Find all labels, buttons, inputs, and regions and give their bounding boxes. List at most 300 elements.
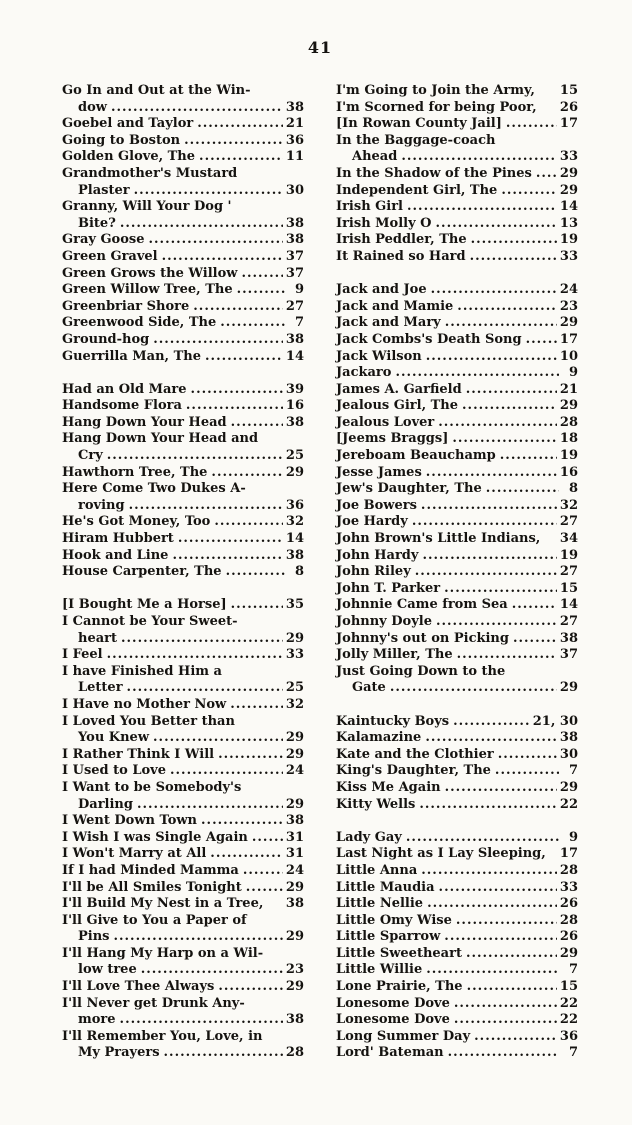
entry-title: Going to Boston (62, 132, 181, 148)
dot-leader (421, 863, 557, 880)
index-entry (62, 747, 304, 764)
index-entry (62, 763, 304, 780)
entry-title: Green Gravel (62, 248, 158, 264)
entry-title-line: I'll Never get Drunk Any- (62, 995, 245, 1011)
entry-title: more (78, 1012, 116, 1028)
entry-line (336, 315, 578, 332)
entry-page-number: 16 (285, 398, 304, 414)
entry-page-number: 27 (559, 514, 578, 530)
index-entry (336, 946, 578, 963)
entry-title-line: I Cannot be Your Sweet- (62, 614, 238, 629)
entry-title-line: Here Come Two Dukes A- (62, 481, 246, 497)
entry-page-number: 38 (285, 414, 304, 430)
entry-page-number: 29 (559, 680, 578, 696)
entry-line (336, 730, 578, 747)
entry-line (336, 1012, 578, 1029)
index-entry (336, 382, 578, 399)
entry-title: House Carpenter, The (62, 564, 222, 580)
dot-leader (107, 647, 283, 664)
index-entry (62, 979, 304, 996)
entry-page-number: 33 (559, 149, 578, 165)
index-entry (336, 548, 578, 565)
entry-line (336, 199, 578, 216)
entry-page-number: 28 (559, 912, 578, 928)
entry-title: Little Nellie (336, 896, 424, 912)
dot-leader (412, 514, 557, 531)
dot-leader (243, 863, 283, 880)
entry-page-number: 10 (559, 348, 578, 364)
dot-leader (457, 299, 557, 316)
entry-title: John Riley (336, 564, 411, 580)
entry-line (62, 846, 304, 863)
entry-title: Letter (78, 680, 123, 696)
entry-page-number: 33 (559, 879, 578, 895)
dot-leader (466, 946, 557, 963)
entry-line (336, 448, 578, 465)
entry-page-number: 29 (559, 945, 578, 961)
index-entry (336, 199, 578, 216)
entry-line (336, 282, 578, 299)
entry-title: Independent Girl, The (336, 182, 498, 198)
dot-leader (406, 830, 559, 847)
dot-leader (422, 548, 556, 565)
entry-line (336, 465, 578, 482)
entry-page-number: 38 (559, 630, 578, 646)
dot-leader (218, 979, 283, 996)
entry-page-number: 27 (285, 298, 304, 314)
entry-line (62, 548, 304, 565)
entry-page-number: 29 (559, 182, 578, 198)
index-entry (62, 315, 304, 332)
entry-title: Jesse James (336, 464, 422, 480)
entry-line (336, 481, 578, 498)
entry-line (336, 714, 578, 731)
index-entry (62, 863, 304, 880)
dot-leader (486, 481, 559, 498)
dot-leader (134, 183, 283, 200)
entry-line (62, 498, 304, 515)
entry-title: Plaster (78, 182, 130, 198)
dot-leader (120, 1012, 283, 1029)
entry-title-line: I'll Hang My Harp on a Wil- (62, 945, 264, 961)
dot-leader (178, 531, 283, 548)
entry-title: I Wish I was Single Again (62, 829, 248, 845)
index-entry (62, 83, 304, 116)
entry-page-number: 31 (285, 829, 304, 845)
entry-page-number: 22 (559, 796, 578, 812)
entry-page-number: 38 (285, 813, 304, 829)
entry-title: Little Sweetheart (336, 945, 462, 961)
index-columns (62, 83, 578, 1062)
index-entry (336, 830, 578, 847)
index-entry (62, 481, 304, 514)
entry-line (336, 631, 578, 648)
entry-title: You Knew (78, 730, 150, 746)
entry-title: Darling (78, 796, 133, 812)
index-entry (336, 913, 578, 930)
entry-page-number: 17 (559, 846, 578, 862)
entry-line (62, 183, 304, 200)
entry-page-number: 38 (559, 730, 578, 746)
entry-title: Joe Hardy (336, 514, 408, 530)
dot-leader (164, 1045, 283, 1062)
entry-page-number: 29 (285, 730, 304, 746)
entry-line (336, 1045, 578, 1062)
entry-title: Jew's Daughter, The (336, 481, 482, 497)
index-entry (62, 614, 304, 647)
entry-page-number: 38 (285, 547, 304, 563)
dot-leader (419, 797, 557, 814)
entry-page-number: 32 (285, 696, 304, 712)
entry-title: John Hardy (336, 547, 419, 563)
entry-page-number: 24 (285, 862, 304, 878)
dot-leader (471, 232, 557, 249)
entry-line (336, 382, 578, 399)
dot-leader (407, 199, 557, 216)
entry-title-line: Hang Down Your Head and (62, 431, 259, 447)
entry-line (62, 680, 304, 697)
index-entry (62, 382, 304, 399)
entry-page-number: 34 (559, 531, 578, 547)
dot-leader (127, 680, 283, 697)
entry-title: [In Rowan County Jail] (336, 116, 502, 132)
entry-title: heart (78, 630, 117, 646)
entry-title: I Rather Think I Will (62, 746, 215, 762)
index-entry (62, 232, 304, 249)
entry-title: Jack Combs's Death Song (336, 331, 522, 347)
entry-line (336, 216, 578, 233)
entry-title: Jack and Mary (336, 315, 441, 331)
entry-title: Lady Gay (336, 829, 402, 845)
entry-title: Jack and Mamie (336, 298, 454, 314)
dot-leader (425, 730, 557, 747)
entry-title: Greenbriar Shore (62, 298, 190, 314)
entry-line (336, 979, 578, 996)
entry-title: Long Summer Day (336, 1028, 471, 1044)
entry-title: Gray Goose (62, 232, 145, 248)
entry-page-number: 31 (285, 846, 304, 862)
index-entry (62, 896, 304, 913)
entry-line (336, 913, 578, 930)
index-entry (336, 365, 578, 382)
dot-leader (153, 730, 283, 747)
entry-page-number: 24 (285, 763, 304, 779)
index-entry (336, 216, 578, 233)
entry-page-number: 37 (285, 248, 304, 264)
entry-title-line: Granny, Will Your Dog ' (62, 199, 232, 215)
dot-leader (162, 249, 283, 266)
dot-leader (526, 332, 557, 349)
entry-page-number: 37 (559, 647, 578, 663)
entry-page-number: 15 (559, 83, 578, 98)
page-number: 41 (307, 38, 333, 57)
entry-page-number: 29 (285, 630, 304, 646)
index-entry (62, 548, 304, 565)
entry-title: Cry (78, 448, 103, 464)
entry-line (336, 962, 578, 979)
entry-title: I Have no Mother Now (62, 696, 227, 712)
entry-title: Ahead (352, 149, 398, 165)
entry-line (336, 614, 578, 631)
dot-leader (436, 216, 557, 233)
entry-title: He's Got Money, Too (62, 514, 211, 530)
entry-title: Lonesome Dove (336, 995, 450, 1011)
index-entry (336, 481, 578, 498)
entry-title: I'll Love Thee Always (62, 979, 215, 995)
index-entry (62, 465, 304, 482)
entry-title-line: Just Going Down to the (336, 663, 506, 679)
entry-page-number: 28 (559, 862, 578, 878)
entry-title: In the Shadow of the Pines (336, 165, 532, 181)
entry-page-number: 37 (285, 265, 304, 281)
index-entry (336, 780, 578, 797)
entry-page-number: 29 (285, 464, 304, 480)
entry-title: I Feel (62, 647, 103, 663)
entry-line (62, 282, 304, 299)
index-entry (336, 398, 578, 415)
entry-page-number: 7 (568, 962, 578, 978)
entry-page-number: 33 (559, 248, 578, 264)
dot-leader (454, 1012, 557, 1029)
dot-leader (395, 365, 559, 382)
dot-leader (153, 332, 283, 349)
entry-title-line: I have Finished Him a (62, 663, 222, 679)
entry-title: Jackaro (336, 365, 392, 381)
entry-title: Hang Down Your Head (62, 414, 227, 430)
entry-page-number: 36 (285, 132, 304, 148)
dot-leader (199, 149, 283, 166)
entry-line (336, 415, 578, 432)
entry-page-number: 29 (285, 796, 304, 812)
index-entry (62, 946, 304, 979)
index-entry (336, 763, 578, 780)
index-entry (62, 514, 304, 531)
entry-page-number: 21 (559, 381, 578, 397)
entry-title: Lone Prairie, The (336, 979, 463, 995)
entry-page-number: 39 (285, 381, 304, 397)
dot-leader (241, 266, 282, 283)
dot-leader (184, 133, 283, 150)
entry-line (62, 647, 304, 664)
index-entry (336, 863, 578, 880)
entry-line (336, 232, 578, 249)
entry-line (336, 249, 578, 266)
entry-line (336, 647, 578, 664)
dot-leader (201, 813, 283, 830)
dot-leader (466, 382, 557, 399)
index-entry (62, 647, 304, 664)
entry-line (336, 299, 578, 316)
entry-line (62, 232, 304, 249)
index-entry (336, 597, 578, 614)
entry-page-number: 28 (285, 1045, 304, 1061)
entry-title: Johnnie Came from Sea (336, 597, 508, 613)
entry-page-number: 29 (559, 398, 578, 414)
index-entry (336, 614, 578, 631)
dot-leader (205, 349, 283, 366)
entry-page-number: 38 (285, 215, 304, 231)
dot-leader (495, 763, 559, 780)
entry-line (62, 880, 304, 897)
index-entry (336, 797, 578, 814)
entry-page-number: 22 (559, 995, 578, 1011)
entry-line (62, 415, 304, 432)
entry-title: dow (78, 99, 107, 115)
entry-page-number: 19 (559, 547, 578, 563)
entry-line (62, 697, 304, 714)
entry-line (336, 581, 578, 598)
dot-leader (186, 398, 283, 415)
entry-line (62, 315, 304, 332)
entry-page-number: 28 (559, 414, 578, 430)
entry-page-number: 29 (559, 165, 578, 181)
entry-line (62, 896, 304, 913)
dot-leader (141, 962, 283, 979)
dot-leader (172, 548, 282, 565)
entry-title: [I Bought Me a Horse] (62, 597, 227, 613)
entry-line (336, 183, 578, 200)
entry-title: If I had Minded Mamma (62, 862, 239, 878)
entry-line (62, 962, 304, 979)
dot-leader (197, 116, 283, 133)
entry-page-number: 13 (559, 215, 578, 231)
dot-leader (390, 680, 557, 697)
index-entry (62, 714, 304, 747)
entry-title: Pins (78, 929, 110, 945)
dot-leader (401, 149, 557, 166)
entry-title: Kaintucky Boys (336, 713, 450, 729)
index-entry (62, 846, 304, 863)
dot-leader (454, 996, 557, 1013)
index-entry (62, 697, 304, 714)
entry-line (336, 846, 578, 863)
index-entry (336, 133, 578, 166)
dot-leader (470, 249, 557, 266)
entry-page-number: 29 (559, 779, 578, 795)
index-entry (336, 730, 578, 747)
dot-leader (448, 1045, 559, 1062)
entry-title: Green Willow Tree, The (62, 282, 233, 298)
entry-title: Kiss Me Again (336, 779, 441, 795)
entry-line (336, 797, 578, 814)
dot-leader (501, 183, 557, 200)
dot-leader (438, 415, 557, 432)
index-entry (336, 116, 578, 133)
dot-leader (231, 415, 283, 432)
dot-leader (211, 465, 282, 482)
entry-title: I Used to Love (62, 763, 166, 779)
entry-title: Little Sparrow (336, 929, 441, 945)
entry-line (336, 880, 578, 897)
entry-title: Kalamazine (336, 730, 422, 746)
entry-title: John T. Parker (336, 580, 441, 596)
entry-title: low tree (78, 962, 137, 978)
dot-leader (210, 846, 283, 863)
index-entry (336, 514, 578, 531)
index-column-right (336, 83, 578, 1062)
dot-leader (452, 431, 557, 448)
entry-line (336, 431, 578, 448)
index-entry (62, 880, 304, 897)
entry-page-number: 29 (285, 929, 304, 945)
index-entry (336, 531, 578, 548)
entry-line (62, 813, 304, 830)
entry-page-number: 17 (559, 331, 578, 347)
entry-line (336, 514, 578, 531)
entry-line (336, 83, 578, 100)
index-entry (62, 266, 304, 283)
dot-leader (237, 282, 285, 299)
entry-title: Little Omy Wise (336, 912, 452, 928)
entry-title: Jealous Lover (336, 414, 435, 430)
dot-leader (149, 232, 283, 249)
entry-title: Jolly Miller, The (336, 647, 453, 663)
entry-line (336, 996, 578, 1013)
entry-page-number: 32 (285, 514, 304, 530)
entry-page-number: 22 (559, 1012, 578, 1028)
index-entry (336, 448, 578, 465)
entry-line (62, 514, 304, 531)
entry-page-number: 21 (285, 116, 304, 132)
index-entry (336, 431, 578, 448)
entry-title-line: I Want to be Somebody's (62, 779, 242, 795)
index-entry (62, 332, 304, 349)
entry-title: Joe Bowers (336, 497, 417, 513)
entry-title: I Went Down Town (62, 813, 198, 829)
index-entry (336, 647, 578, 664)
index-entry (336, 1029, 578, 1046)
entry-page-number: 38 (285, 1012, 304, 1028)
entry-page-number: 16 (559, 464, 578, 480)
entry-page-number: 29 (285, 879, 304, 895)
index-entry (336, 846, 578, 863)
index-entry (62, 249, 304, 266)
entry-title: Gate (352, 680, 386, 696)
entry-line (62, 149, 304, 166)
index-entry (336, 349, 578, 366)
entry-line (62, 100, 304, 117)
index-entry (62, 531, 304, 548)
entry-title: I'll be All Smiles Tonight (62, 879, 242, 895)
entry-line (336, 365, 578, 382)
entry-title: Jereboam Beauchamp (336, 448, 496, 464)
entry-line (62, 448, 304, 465)
entry-title: Irish Girl (336, 199, 403, 215)
entry-page-number: 38 (285, 99, 304, 115)
index-entry (336, 282, 578, 299)
dot-leader (536, 166, 557, 183)
dot-leader (137, 797, 283, 814)
entry-line (62, 531, 304, 548)
dot-leader (230, 697, 283, 714)
entry-title: Had an Old Mare (62, 381, 187, 397)
dot-leader (439, 880, 557, 897)
entry-line (336, 863, 578, 880)
index-entry (336, 299, 578, 316)
entry-title: Little Maudia (336, 879, 435, 895)
dot-leader (120, 216, 283, 233)
entry-line (336, 763, 578, 780)
entry-line (62, 299, 304, 316)
entry-line (336, 946, 578, 963)
index-entry (336, 996, 578, 1013)
index-entry (336, 896, 578, 913)
entry-title: Bite? (78, 215, 116, 231)
dot-leader (113, 929, 282, 946)
dot-leader (453, 714, 530, 731)
dot-leader (436, 614, 557, 631)
entry-line (62, 398, 304, 415)
